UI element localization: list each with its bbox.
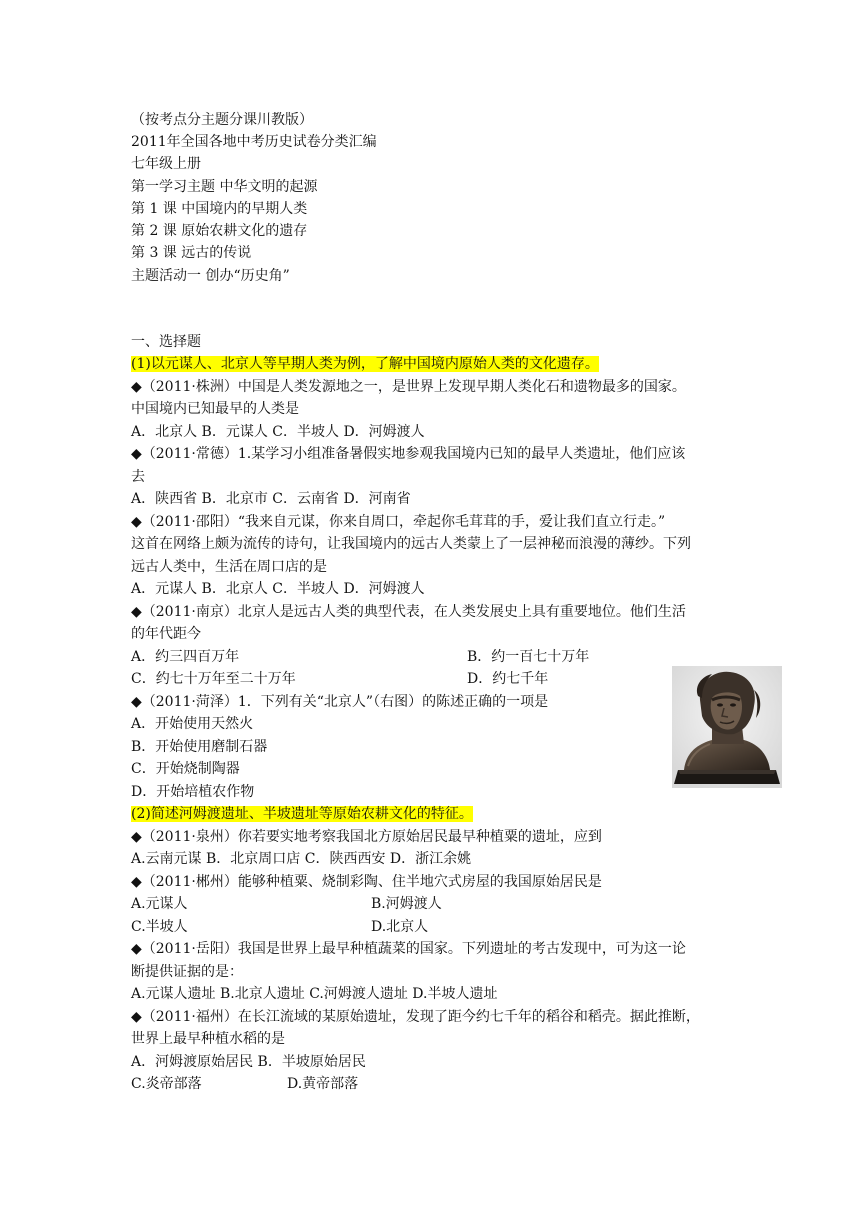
option-d: D.黄帝部落 [287,1076,359,1092]
option-b: B．约一百七十万年 [467,649,590,665]
topic-heading: 第一学习主题 中华文明的起源 [131,179,318,195]
grade-heading: 七年级上册 [131,156,201,172]
highlighted-point-2: (2)简述河姆渡遗址、半坡遗址等原始农耕文化的特征。 [131,806,473,822]
question-text: ◆（2011·泉州）你若要实地考察我国北方原始居民最早种植粟的遗址，应到 [131,829,602,845]
question-text: 的年代距今 [131,626,201,642]
question-text: 世界上最早种植水稻的是 [131,1031,285,1047]
question-text: ◆（2011·福州）在长江流域的某原始遗址，发现了距今约七千年的稻谷和稻壳。据此推断， [131,1009,700,1025]
option-c: C.半坡人 [131,919,188,935]
question-text: ◆（2011·常德）1.某学习小组准备暑假实地参观我国境内已知的最早人类遗址，他们应该 [131,446,686,462]
edition-note: （按考点分主题分课川教版） [131,112,313,128]
option-d: D．开始培植农作物 [131,784,255,800]
question-text: ◆（2011·郴州）能够种植粟、烧制彩陶、住半地穴式房屋的我国原始居民是 [131,874,602,890]
option-c: C．约七十万年至二十万年 [131,671,296,687]
section-title: 一、选择题 [131,334,201,350]
question-text: ◆（2011·菏泽）1．下列有关“北京人”（右图）的陈述正确的一项是 [131,694,549,710]
option-c: C.炎帝部落 [131,1076,202,1092]
question-text: ◆（2011·岳阳）我国是世界上最早种植蔬菜的国家。下列遗址的考古发现中，可为这一论 [131,941,686,957]
lesson-3: 第 3 课 远古的传说 [131,245,252,261]
answer-options: A．元谋人 B．北京人 C．半坡人 D．河姆渡人 [131,581,425,597]
question-text: 中国境内已知最早的人类是 [131,401,299,417]
lesson-2: 第 2 课 原始农耕文化的遗存 [131,223,308,239]
question-text: 这首在网络上颇为流传的诗句，让我国境内的远古人类蒙上了一层神秘而浪漫的薄纱。下列 [131,536,691,552]
question-text: ◆（2011·邵阳）“我来自元谋，你来自周口，牵起你毛茸茸的手，爱让我们直立行走。” [131,514,666,530]
option-b: B.河姆渡人 [371,896,442,912]
question-text: ◆（2011·南京）北京人是远古人类的典型代表，在人类发展史上具有重要地位。他们生活 [131,604,686,620]
option-b: B．开始使用磨制石器 [131,739,268,755]
option-d: D.北京人 [371,919,429,935]
peking-man-bust-image [672,666,782,788]
question-text: 断提供证据的是： [131,964,243,980]
answer-options: A.元谋人遗址 B.北京人遗址 C.河姆渡人遗址 D.半坡人遗址 [131,986,498,1002]
theme-activity: 主题活动一 创办“历史角” [131,268,290,284]
answer-options: A．陕西省 B．北京市 C．云南省 D．河南省 [131,491,411,507]
question-text: 远古人类中，生活在周口店的是 [131,559,327,575]
answer-options: A．北京人 B．元谋人 C．半坡人 D．河姆渡人 [131,424,425,440]
lesson-1: 第 1 课 中国境内的早期人类 [131,201,308,217]
document-title: 2011年全国各地中考历史试卷分类汇编 [131,134,377,150]
option-c: C．开始烧制陶器 [131,761,240,777]
option-a: A.元谋人 [131,896,188,912]
highlighted-point-1: (1)以元谋人、北京人等早期人类为例，了解中国境内原始人类的文化遗存。 [131,356,599,372]
answer-options: A．河姆渡原始居民 B．半坡原始居民 [131,1054,366,1070]
question-text: 去 [131,469,145,485]
question-text: ◆（2011·株洲）中国是人类发源地之一，是世界上发现早期人类化石和遗物最多的国家。 [131,379,686,395]
answer-options: A.云南元谋 B．北京周口店 C．陕西西安 D．浙江余姚 [131,851,472,867]
option-d: D．约七千年 [467,671,549,687]
option-a: A．开始使用天然火 [131,716,254,732]
option-a: A．约三四百万年 [131,649,240,665]
